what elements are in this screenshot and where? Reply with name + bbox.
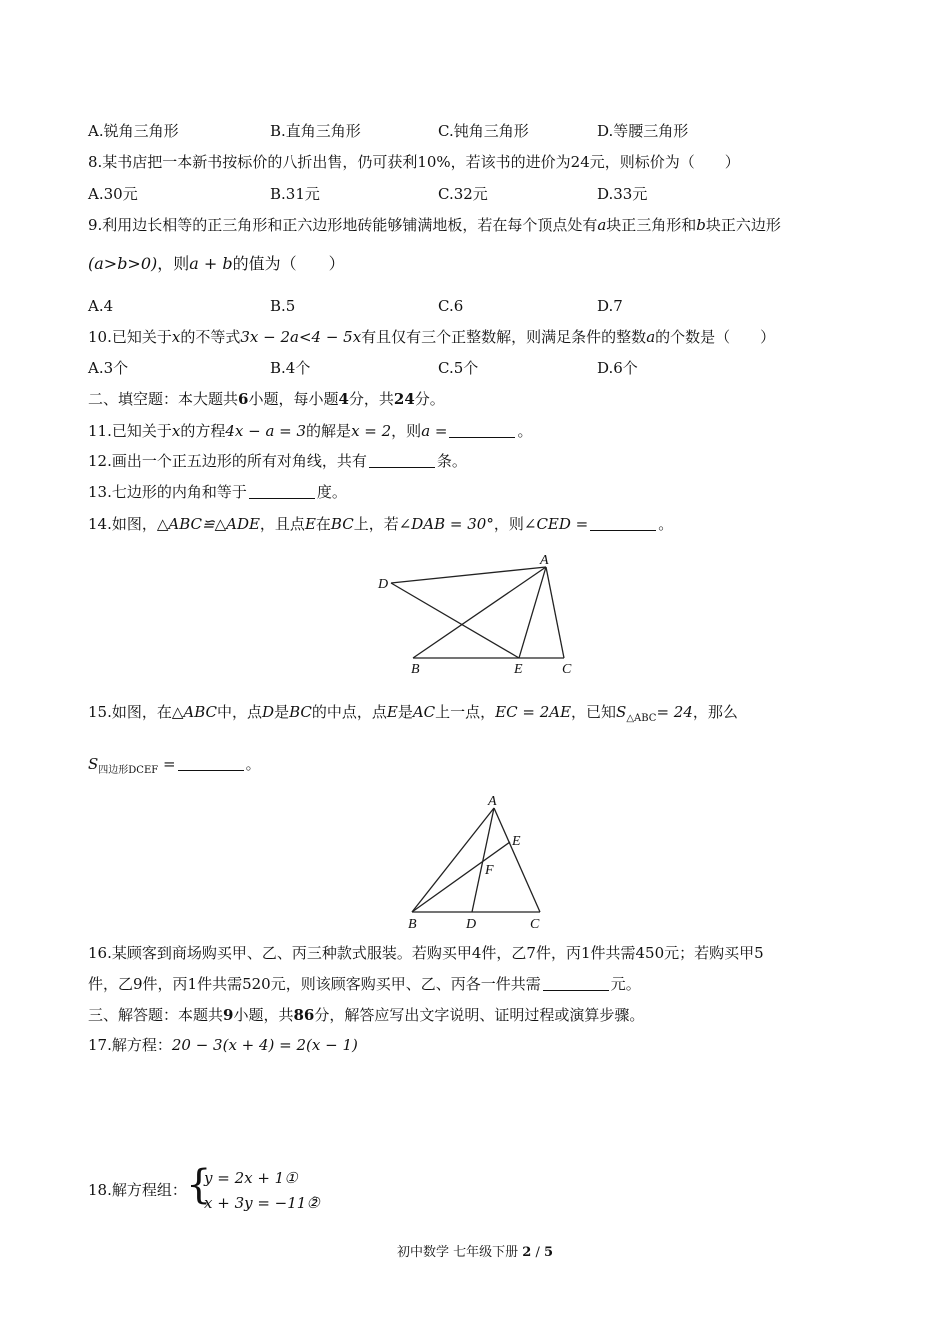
q9-text: 9.利用边长相等的正三角形和正六边形地砖能够铺满地板，若在每个顶点处有 <box>88 216 598 234</box>
q10-text: 的个数是（ ） <box>655 328 776 346</box>
q15-stem-line2 <box>88 754 261 781</box>
q7-option-c: C.钝角三角形 <box>438 122 529 140</box>
q15-answer-blank[interactable] <box>178 756 244 771</box>
q15-ratio: EC = 2AE <box>495 703 572 721</box>
q15-text: ，已知 <box>571 703 617 721</box>
q15-text: 上一点， <box>435 703 496 721</box>
q17-text: 17.解方程： <box>88 1036 172 1054</box>
q11-text: 11.已知关于 <box>88 422 172 440</box>
section2-text: 二、填空题：本大题共 <box>88 390 239 408</box>
q14-label-e: E <box>514 662 523 677</box>
q7-option-d: D.等腰三角形 <box>597 122 689 140</box>
q14-text: 。 <box>658 515 674 533</box>
q8-stem: 8.某书店把一本新书按标价的八折出售，仍可获利10%，若该书的进价为24元，则标价为（ ） <box>88 153 740 171</box>
section3-text: 分，解答应写出文字说明、证明过程或演算步骤。 <box>314 1006 645 1024</box>
q12-text: 条。 <box>436 452 467 470</box>
q15-label-b: B <box>408 917 417 932</box>
q18-stem: 18.解方程组： <box>88 1181 187 1199</box>
q11-answer-blank[interactable] <box>449 423 515 438</box>
q14-text: 在 <box>315 515 331 533</box>
q15-label-c: C <box>530 917 540 932</box>
q15-triangle: △ABC <box>171 703 218 721</box>
q8-option-c: C.32元 <box>438 185 488 203</box>
q15-point-e: E <box>386 703 398 721</box>
q10-option-a: A.3个 <box>88 359 129 377</box>
q15-label-d: D <box>466 917 477 932</box>
q9-text: ，则 <box>157 254 190 273</box>
q11-text: ，则 <box>391 422 422 440</box>
q15-equals: = <box>162 755 176 773</box>
q16-answer-blank[interactable] <box>543 976 609 991</box>
q13-answer-blank[interactable] <box>249 484 315 499</box>
q15-text: 的中点，点 <box>311 703 387 721</box>
q10-text: 有且仅有三个正整数解，则满足条件的整数 <box>361 328 647 346</box>
q11-ask: a = <box>421 422 448 440</box>
q11-text: 。 <box>517 422 533 440</box>
q14-label-a: A <box>540 553 549 568</box>
footer-total-pages: 5 <box>543 1245 554 1260</box>
q9-condition: (a>b>0) <box>88 254 158 273</box>
q14-label-d: D <box>378 577 389 592</box>
q13-text: 13.七边形的内角和等于 <box>88 483 247 501</box>
q10-option-c: C.5个 <box>438 359 479 377</box>
q9-option-a: A.4 <box>88 297 114 315</box>
q12-stem <box>88 451 467 471</box>
q15-segment-bc: BC <box>289 703 312 721</box>
q11-var-x: x <box>171 422 181 440</box>
q14-text: ，则 <box>493 515 524 533</box>
q17-equation: 20 − 3(x + 4) = 2(x − 1) <box>171 1036 358 1054</box>
q18-brace: { <box>186 1162 212 1208</box>
q9-option-d: D.7 <box>597 297 623 315</box>
q16-text: 元。 <box>610 975 641 993</box>
q8-option-d: D.33元 <box>597 185 648 203</box>
section3-text: 三、解答题：本题共 <box>88 1006 224 1024</box>
footer-subject: 初中数学 七年级下册 <box>396 1245 519 1260</box>
q15-point-d: D <box>262 703 275 721</box>
q8-option-b: B.31元 <box>270 185 320 203</box>
q14-stem <box>88 514 673 534</box>
q9-var-a: a <box>597 216 607 234</box>
q15-stem-line1 <box>88 702 738 729</box>
q15-area-symbol: S <box>616 703 627 721</box>
q14-label-c: C <box>562 662 572 677</box>
q15-text: 是 <box>274 703 290 721</box>
q13-text: 度。 <box>316 483 347 501</box>
q11-stem <box>88 421 532 441</box>
q9-stem-line1 <box>88 215 781 235</box>
q16-stem-line1: 16.某顾客到商场购买甲、乙、丙三种款式服装。若购买甲4件，乙7件，丙1件共需450元；若购买甲5 <box>88 944 764 962</box>
q9-option-c: C.6 <box>438 297 464 315</box>
q14-text: 14.如图， <box>88 515 157 533</box>
q10-stem <box>88 327 775 347</box>
section2-count: 6 <box>238 390 249 408</box>
q15-area-value: = 24 <box>656 703 693 721</box>
q15-label-f: F <box>485 863 494 878</box>
q11-solution: x = 2 <box>351 422 392 440</box>
q11-equation: 4x − a = 3 <box>225 422 307 440</box>
section2-heading <box>88 389 445 409</box>
q14-label-b: B <box>411 662 420 677</box>
q14-ask: ∠CED = <box>523 515 589 533</box>
page-footer <box>0 1244 950 1262</box>
section2-points: 4 <box>338 390 349 408</box>
q9-option-b: B.5 <box>270 297 296 315</box>
q15-text: 中，点 <box>217 703 263 721</box>
q14-point-e: E <box>304 515 316 533</box>
q15-label-e: E <box>512 834 521 849</box>
section3-total: 86 <box>293 1006 315 1024</box>
q9-text: 的值为（ ） <box>232 254 345 273</box>
section2-text: 分。 <box>414 390 445 408</box>
q15-label-a: A <box>488 794 497 809</box>
q10-option-d: D.6个 <box>597 359 638 377</box>
footer-separator: / <box>531 1245 544 1260</box>
q10-var-x: x <box>171 328 181 346</box>
q9-var-b: b <box>696 216 706 234</box>
q12-answer-blank[interactable] <box>369 453 435 468</box>
section3-count: 9 <box>223 1006 234 1024</box>
q14-segment-bc: BC <box>330 515 354 533</box>
footer-page-number: 2 <box>522 1245 532 1260</box>
q15-area-symbol: S <box>88 755 99 773</box>
q15-text: 15.如图，在 <box>88 703 172 721</box>
section3-text: 小题，共 <box>233 1006 294 1024</box>
q18-equation-1: y = 2x + 1① <box>204 1169 298 1187</box>
section2-total: 24 <box>393 390 415 408</box>
q14-answer-blank[interactable] <box>590 516 656 531</box>
q8-option-a: A.30元 <box>88 185 138 203</box>
q11-text: 的解是 <box>306 422 352 440</box>
q18-period: 。 <box>312 1185 328 1203</box>
q7-option-a: A.锐角三角形 <box>88 122 179 140</box>
q10-text: 10.已知关于 <box>88 328 172 346</box>
q15-quad-subscript: 四边形DCEF <box>98 765 159 776</box>
q10-option-b: B.4个 <box>270 359 311 377</box>
q14-text: ，且点 <box>259 515 305 533</box>
q16-stem-line2 <box>88 974 641 994</box>
q7-option-b: B.直角三角形 <box>270 122 361 140</box>
q14-angle: ∠DAB = 30° <box>398 515 494 533</box>
q14-congruence: △ABC≌△ADE <box>156 515 260 533</box>
q9-text: 块正六边形 <box>705 216 781 234</box>
q10-text: 的不等式 <box>180 328 241 346</box>
q13-stem <box>88 482 347 502</box>
q15-triangle-figure <box>400 790 560 935</box>
q18-equation-2: x + 3y = −11② <box>204 1194 320 1212</box>
q11-text: 的方程 <box>180 422 226 440</box>
q15-segment-ac: AC <box>412 703 436 721</box>
q14-text: 上，若 <box>353 515 399 533</box>
q14-triangle-figure <box>370 550 580 680</box>
q9-text: 块正三角形和 <box>606 216 697 234</box>
section2-text: 小题，每小题 <box>248 390 339 408</box>
q15-area-subscript: △ABC <box>626 713 657 724</box>
section2-text: 分，共 <box>348 390 394 408</box>
q9-stem-line2 <box>88 254 345 274</box>
q10-inequality: 3x − 2a<4 − 5x <box>240 328 362 346</box>
q15-text: ，那么 <box>692 703 738 721</box>
q15-text: 是 <box>397 703 413 721</box>
q9-expression: a + b <box>189 254 233 273</box>
section3-heading <box>88 1005 644 1025</box>
q17-stem <box>88 1035 358 1055</box>
q12-text: 12.画出一个正五边形的所有对角线，共有 <box>88 452 367 470</box>
q10-var-a: a <box>646 328 656 346</box>
q15-text: 。 <box>245 755 261 773</box>
q16-text: 件，乙9件，丙1件共需520元，则该顾客购买甲、乙、丙各一件共需 <box>88 975 541 993</box>
